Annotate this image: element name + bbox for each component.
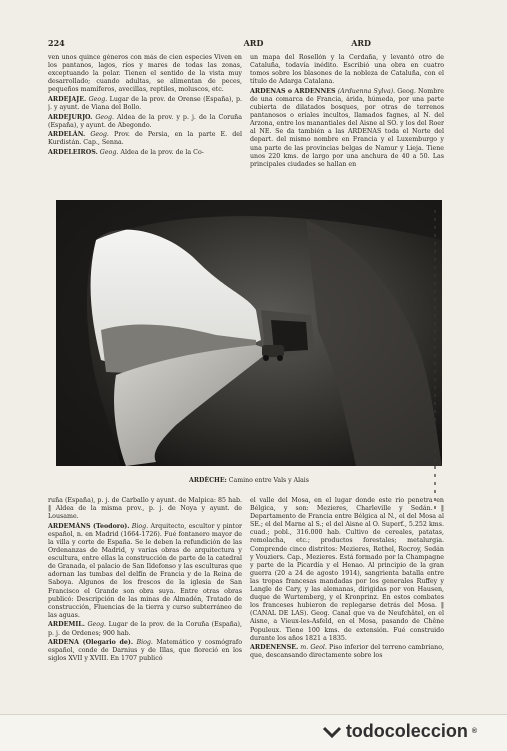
dictionary-entry: [48, 523, 242, 620]
text-column-top-left: [48, 54, 242, 200]
entry-category: Biog.: [133, 639, 153, 647]
entry-body: Aldea de la prov. de la Co-: [118, 149, 204, 157]
continuation-text: el valle del Mosa, en el lugar donde este río penetra en Bélgica, y son: Mezieres, Charleville y Sedán. ‖ Departamento de Francia entre Bélgica al N., el del Mosa al SE.; el del Marne al S.; el del Aisne al O. Superf., 5.252 kms. cuad.; pobl., 316.000 hab. Cultivo de cereales, patatas, remolacha, etc.; productos forestales; metalurgia. Comprende cinco distritos: Mezieres, Rethel, Rocroy, Sedán y Vouziers. Cap., Mezieres. Está formado por la Champagne y parte de la Picardía y el Henao. Al principio de la gran guerra (20 a 24 de agosto 1914), sangrienta batalla entre las tropas francesas mandadas por los generales Ruffey y Langle de Cary, y las alemanas, dirigidas por von Hausen, duque de Wurtemberg, y el Kronprinz. En estos combates los franceses hubieron de replegarse detrás del Mosa. ‖ (CANAL DE LAS). Geog. Canal que va de Neufchâtel, en el Aisne, a Vieux-les-Asfeld, en el Mosa, pasando de Chêne Populeux. Tiene 100 kms. de extensión. Fué construido durante los años 1821 a 1835.: [250, 497, 444, 642]
page-number: 224: [48, 38, 65, 48]
caption-title: ARDÈCHE:: [189, 477, 227, 484]
text-column-bottom-right: [250, 497, 444, 707]
watermark-logo: [322, 721, 477, 742]
entry-body: Aldea de la prov. y p. j. de la Coruña (España), y ayunt. de Abegondo.: [48, 113, 242, 129]
dictionary-entry: [48, 149, 242, 157]
dictionary-entry: [48, 639, 242, 663]
entry-headword: ARDEMÁNS (Teodoro).: [48, 522, 130, 530]
text-column-top-right: [250, 54, 444, 200]
dictionary-entry: [250, 88, 444, 169]
watermark-bar: [0, 715, 507, 751]
entry-body: Matemático y cosmógrafo español, conde de Darnius y de Illas, que floreció en los siglos XVII y XVIII. En 1707 publicó: [48, 639, 242, 663]
dictionary-entry: [48, 131, 242, 147]
entry-headword: ARDELÁN.: [48, 131, 86, 139]
entry-headword: ARDELEIROS.: [48, 149, 98, 157]
entry-category: Geog.: [86, 95, 108, 103]
entry-category: Geog.: [84, 621, 107, 629]
dictionary-entry: [48, 96, 242, 112]
entry-body: Lugar de la prov. de la Coruña (España), p. j. de Ordenes; 900 hab.: [48, 621, 242, 637]
header-center-word: ARD: [243, 38, 264, 48]
continuation-text: un mapa del Rosellón y la Cerdaña, y levantó otro de Cataluña, todavía inédito. Escribió una obra en cuatro tomos sobre los blasones de la nobleza de Cataluña, con el título de Adarga Catalana.: [250, 54, 444, 86]
photo-illustration: [56, 200, 442, 466]
entry-headword: ARDENAS o ARDENNES: [250, 87, 336, 95]
entry-body: Lugar de la prov. de Orense (España), p. j. y ayunt. de Viana del Bollo.: [48, 95, 242, 112]
running-header: [40, 38, 467, 50]
dictionary-entry: [48, 114, 242, 130]
header-right-word: ARD: [351, 38, 371, 48]
photo-caption: [56, 477, 442, 484]
watermark-arrow-icon: [322, 722, 342, 742]
watermark-text: todocoleccion: [345, 721, 468, 741]
entry-body: Geog. Nombre de una comarca de Francia, árida, húmeda, por una parte cubierta de dilatados bosques, por otras de terrenos pantanosos o eriales incultos, llamados fagnes, al N. del Arzona, entre los manantiales del Aisne al SO. y los del Roer al NE. Se da también a las ARDENAS toda el Norte del depart. del mismo nombre en Francia y el Luxemburgo y una parte de las provincias belgas de Namur y Lieja. Tiene unos 220 kms. de largo por una anchura de 40 a 50. Las principales ciudades se hallan en: [250, 87, 444, 168]
entry-category: Geog.: [85, 131, 109, 139]
caption-text: Camino entre Vals y Alais: [226, 477, 309, 484]
entry-headword: ARDEMIL.: [48, 621, 85, 629]
continuation-text: ven unos quince géneros con más de cien especies Viven en los pantanos, lagos, ríos y mares de todas las zonas, exceptuando la polar. Tienen el sentido de la vista muy desarrollado; cuando adultas, se alimentan de peces, pequeños mamíferos, avecillas, reptiles, moluscos, etc.: [48, 54, 242, 94]
entry-headword: ARDENENSE.: [250, 644, 299, 652]
entry-body: Piso inferior del terreno cambriano, que, descansando directamente sobre los: [250, 644, 444, 660]
dictionary-entry: [48, 621, 242, 637]
entry-category: Geog.: [92, 113, 114, 121]
entry-body: Prov. de Persia, en la parte E. del Kurdistán. Cap., Senna.: [48, 131, 242, 147]
tunnel-road-photo: [56, 200, 442, 466]
entry-category: Geog.: [97, 149, 119, 157]
watermark-registered: ®: [471, 728, 477, 735]
margin-dash-marks: [431, 210, 439, 510]
entry-body: Arquitecto, escultor y pintor español, n. en Madrid (1664-1726). Fué fontanero mayor de la villa y corte de España. Se le deben la refundición de las Ordenanzas de Madrid, y varias obras de arquitectura y escultura, entre ellas la construcción de parte de la catedral de Granada, el palacio de San Ildefonso y las esculturas que adornan las tumbas del delfín de Francia y de la Reina de Saboya. Algunos de los frescos de la iglesia de San Francisco el Grande son obra suya. Entre otras obras publicó: Descripción de las minas de Almadén, Tratado de construcción, Fluencias de la tierra y curso subterráneo de las aguas.: [48, 522, 242, 619]
entry-category: (Arduenna Sylva).: [335, 87, 396, 95]
continuation-text: ruña (España), p. j. de Carballo y ayunt. de Malpica: 85 hab. ‖ Aldea de la misma prov., p. j. de Noya y ayunt. de Lousame.: [48, 497, 242, 521]
entry-category: m. Geol.: [298, 644, 327, 652]
entry-category: Biog.: [129, 522, 149, 530]
text-column-bottom-left: [48, 497, 242, 707]
entry-headword: ARDENA (Olegario de).: [48, 639, 134, 647]
entry-headword: ARDEJAJE.: [48, 95, 87, 103]
dictionary-entry: [250, 644, 444, 660]
entry-headword: ARDEJURJO.: [48, 113, 93, 121]
